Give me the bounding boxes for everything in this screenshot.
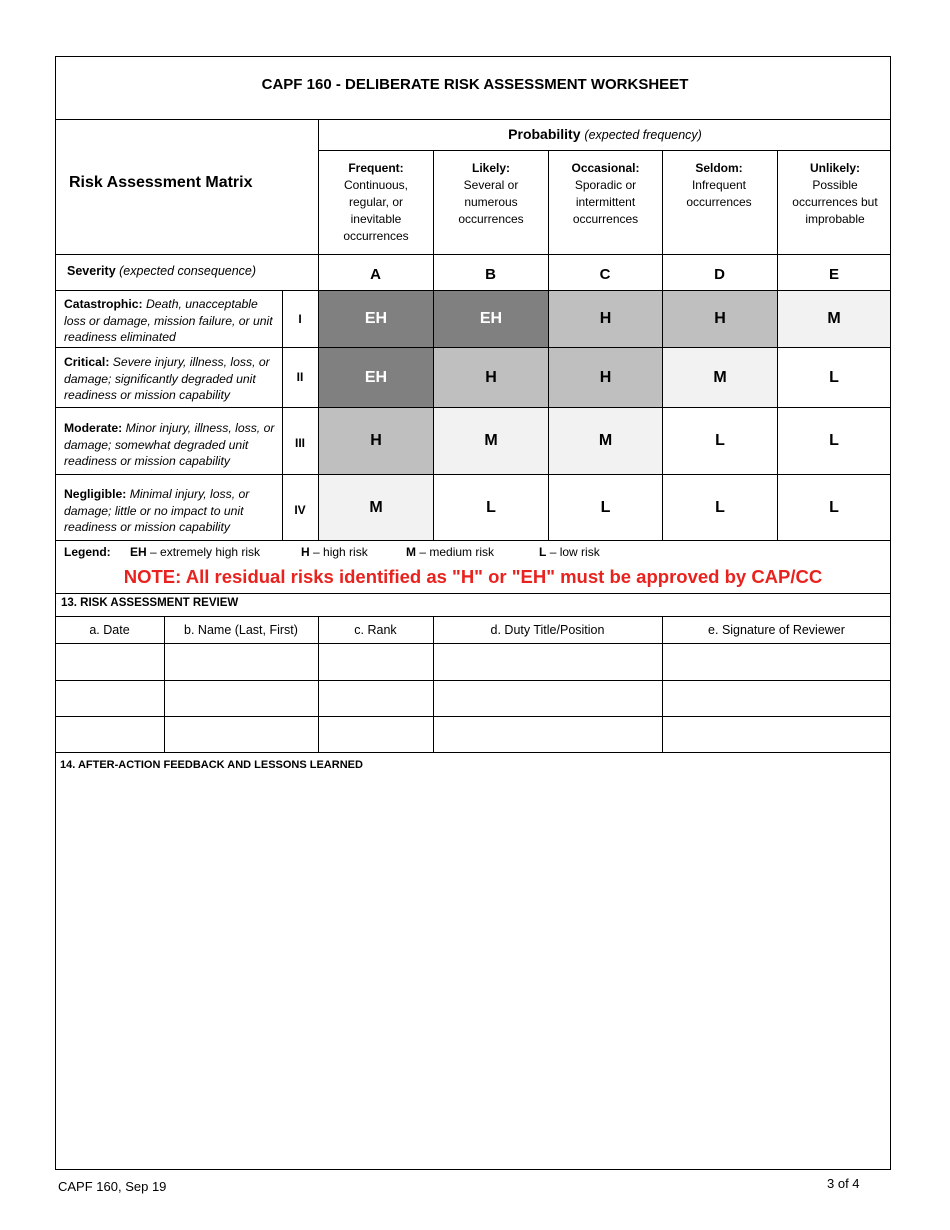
legend-item-l <box>539 545 600 559</box>
row-name: Moderate: <box>64 421 123 435</box>
review-rank-field[interactable] <box>319 717 432 751</box>
risk-cell: L <box>549 475 662 540</box>
row-roman: II <box>296 370 304 384</box>
row-text: Severe injury, illness, loss, or damage; significantly degraded unit readiness or mission capability <box>64 355 270 402</box>
approval-note: NOTE: All residual risks identified as "H" or "EH" must be approved by CAP/CC <box>123 566 823 587</box>
legend-item-m <box>406 545 494 559</box>
legend-text: – high risk <box>313 545 368 559</box>
review-date-field[interactable] <box>56 681 163 715</box>
review-rank-field[interactable] <box>319 681 432 715</box>
risk-cell: L <box>434 475 548 540</box>
form-title: CAPF 160 - DELIBERATE RISK ASSESSMENT WORKSHEET <box>261 76 689 93</box>
risk-cell: L <box>663 408 777 474</box>
risk-cell: H <box>549 291 662 347</box>
risk-cell: M <box>663 348 777 407</box>
legend-item-h <box>301 545 368 559</box>
risk-cell: L <box>778 408 890 474</box>
row-name: Critical: <box>64 355 110 369</box>
col-name: Likely: <box>471 161 510 175</box>
severity-label: Severity <box>67 264 116 278</box>
risk-cell: L <box>778 475 890 540</box>
col-letter: B <box>485 266 496 283</box>
col-letter: C <box>599 266 611 283</box>
review-signature-field[interactable] <box>663 681 890 715</box>
row-roman: IV <box>294 503 306 517</box>
rule <box>55 119 891 120</box>
row-roman: I <box>298 312 302 326</box>
risk-cell: M <box>549 408 662 474</box>
legend-text: – extremely high risk <box>150 545 261 559</box>
row-name: Negligible: <box>64 487 127 501</box>
rule <box>55 540 891 541</box>
feedback-text-area[interactable] <box>60 776 886 1164</box>
review-duty-field[interactable] <box>434 644 661 679</box>
row-desc-moderate <box>64 420 279 470</box>
rule <box>55 593 891 594</box>
feedback-section-title: 14. AFTER-ACTION FEEDBACK AND LESSONS LEARNED <box>60 759 363 771</box>
col-letter: D <box>714 266 725 283</box>
col-name: Unlikely: <box>809 161 860 175</box>
row-text: Minimal injury, loss, or damage; little or no impact to unit readiness or mission capability <box>64 487 250 534</box>
col-desc: Possible occurrences but improbable <box>792 178 878 226</box>
legend-text: – low risk <box>549 545 600 559</box>
review-header-signature: e. Signature of Reviewer <box>708 623 845 637</box>
risk-cell: H <box>663 291 777 347</box>
legend-item-eh <box>130 545 260 559</box>
review-section-title: 13. RISK ASSESSMENT REVIEW <box>61 597 239 609</box>
legend-code: L <box>539 545 547 559</box>
col-letter: E <box>828 266 839 283</box>
review-date-field[interactable] <box>56 644 163 679</box>
row-desc-critical <box>64 354 279 404</box>
review-header-duty-title: d. Duty Title/Position <box>490 623 605 637</box>
col-letter: A <box>370 266 381 283</box>
rule <box>55 616 891 617</box>
row-roman: III <box>294 436 305 450</box>
severity-sub: (expected consequence) <box>119 264 257 278</box>
review-header-name: b. Name (Last, First) <box>184 623 298 637</box>
col-name: Seldom: <box>695 161 743 175</box>
legend-code: H <box>301 545 310 559</box>
col-head-frequent <box>325 160 427 245</box>
risk-cell: H <box>549 348 662 407</box>
probability-header <box>319 126 891 142</box>
legend-label: Legend: <box>64 545 111 559</box>
rule <box>318 150 891 151</box>
review-signature-field[interactable] <box>663 717 890 751</box>
risk-cell: M <box>434 408 548 474</box>
col-head-seldom <box>675 160 763 211</box>
probability-label: Probability <box>508 126 581 142</box>
risk-cell: L <box>778 348 890 407</box>
row-text: Minor injury, illness, loss, or damage; somewhat degraded unit readiness or mission capability <box>64 421 275 468</box>
col-desc: Sporadic or intermittent occurrences <box>572 178 639 226</box>
col-head-occasional <box>555 160 656 228</box>
matrix-title: Risk Assessment Matrix <box>69 174 253 191</box>
legend-code: EH <box>130 545 147 559</box>
review-duty-field[interactable] <box>434 681 661 715</box>
row-desc-catastrophic <box>64 296 279 346</box>
page-number: 3 of 4 <box>827 1176 860 1191</box>
legend-code: M <box>406 545 416 559</box>
severity-header <box>67 264 256 278</box>
form-id: CAPF 160, Sep 19 <box>58 1179 167 1194</box>
col-name: Frequent: <box>348 161 404 175</box>
row-text: Death, unacceptable loss or damage, mission failure, or unit readiness eliminated <box>64 297 273 344</box>
review-header-rank: c. Rank <box>354 623 397 637</box>
risk-cell: EH <box>319 348 433 407</box>
review-signature-field[interactable] <box>663 644 890 679</box>
review-rank-field[interactable] <box>319 644 432 679</box>
review-date-field[interactable] <box>56 717 163 751</box>
row-name: Catastrophic: <box>64 297 143 311</box>
col-desc: Continuous, regular, or inevitable occurrences <box>343 178 409 243</box>
col-desc: Infrequent occurrences <box>686 178 752 209</box>
review-name-field[interactable] <box>165 644 317 679</box>
probability-sub: (expected frequency) <box>584 128 702 142</box>
rule <box>55 752 891 753</box>
col-head-unlikely <box>783 160 887 228</box>
risk-cell: M <box>319 475 433 540</box>
risk-cell: L <box>663 475 777 540</box>
risk-cell: EH <box>434 291 548 347</box>
rule <box>55 254 891 255</box>
review-name-field[interactable] <box>165 681 317 715</box>
review-name-field[interactable] <box>165 717 317 751</box>
legend-text: – medium risk <box>419 545 495 559</box>
col-desc: Several or numerous occurrences <box>458 178 524 226</box>
risk-cell: EH <box>319 291 433 347</box>
risk-cell: H <box>434 348 548 407</box>
row-desc-negligible <box>64 486 279 536</box>
review-duty-field[interactable] <box>434 717 661 751</box>
review-header-date: a. Date <box>89 623 130 637</box>
col-head-likely <box>440 160 542 228</box>
risk-cell: H <box>319 408 433 474</box>
risk-cell: M <box>778 291 890 347</box>
col-name: Occasional: <box>571 161 640 175</box>
